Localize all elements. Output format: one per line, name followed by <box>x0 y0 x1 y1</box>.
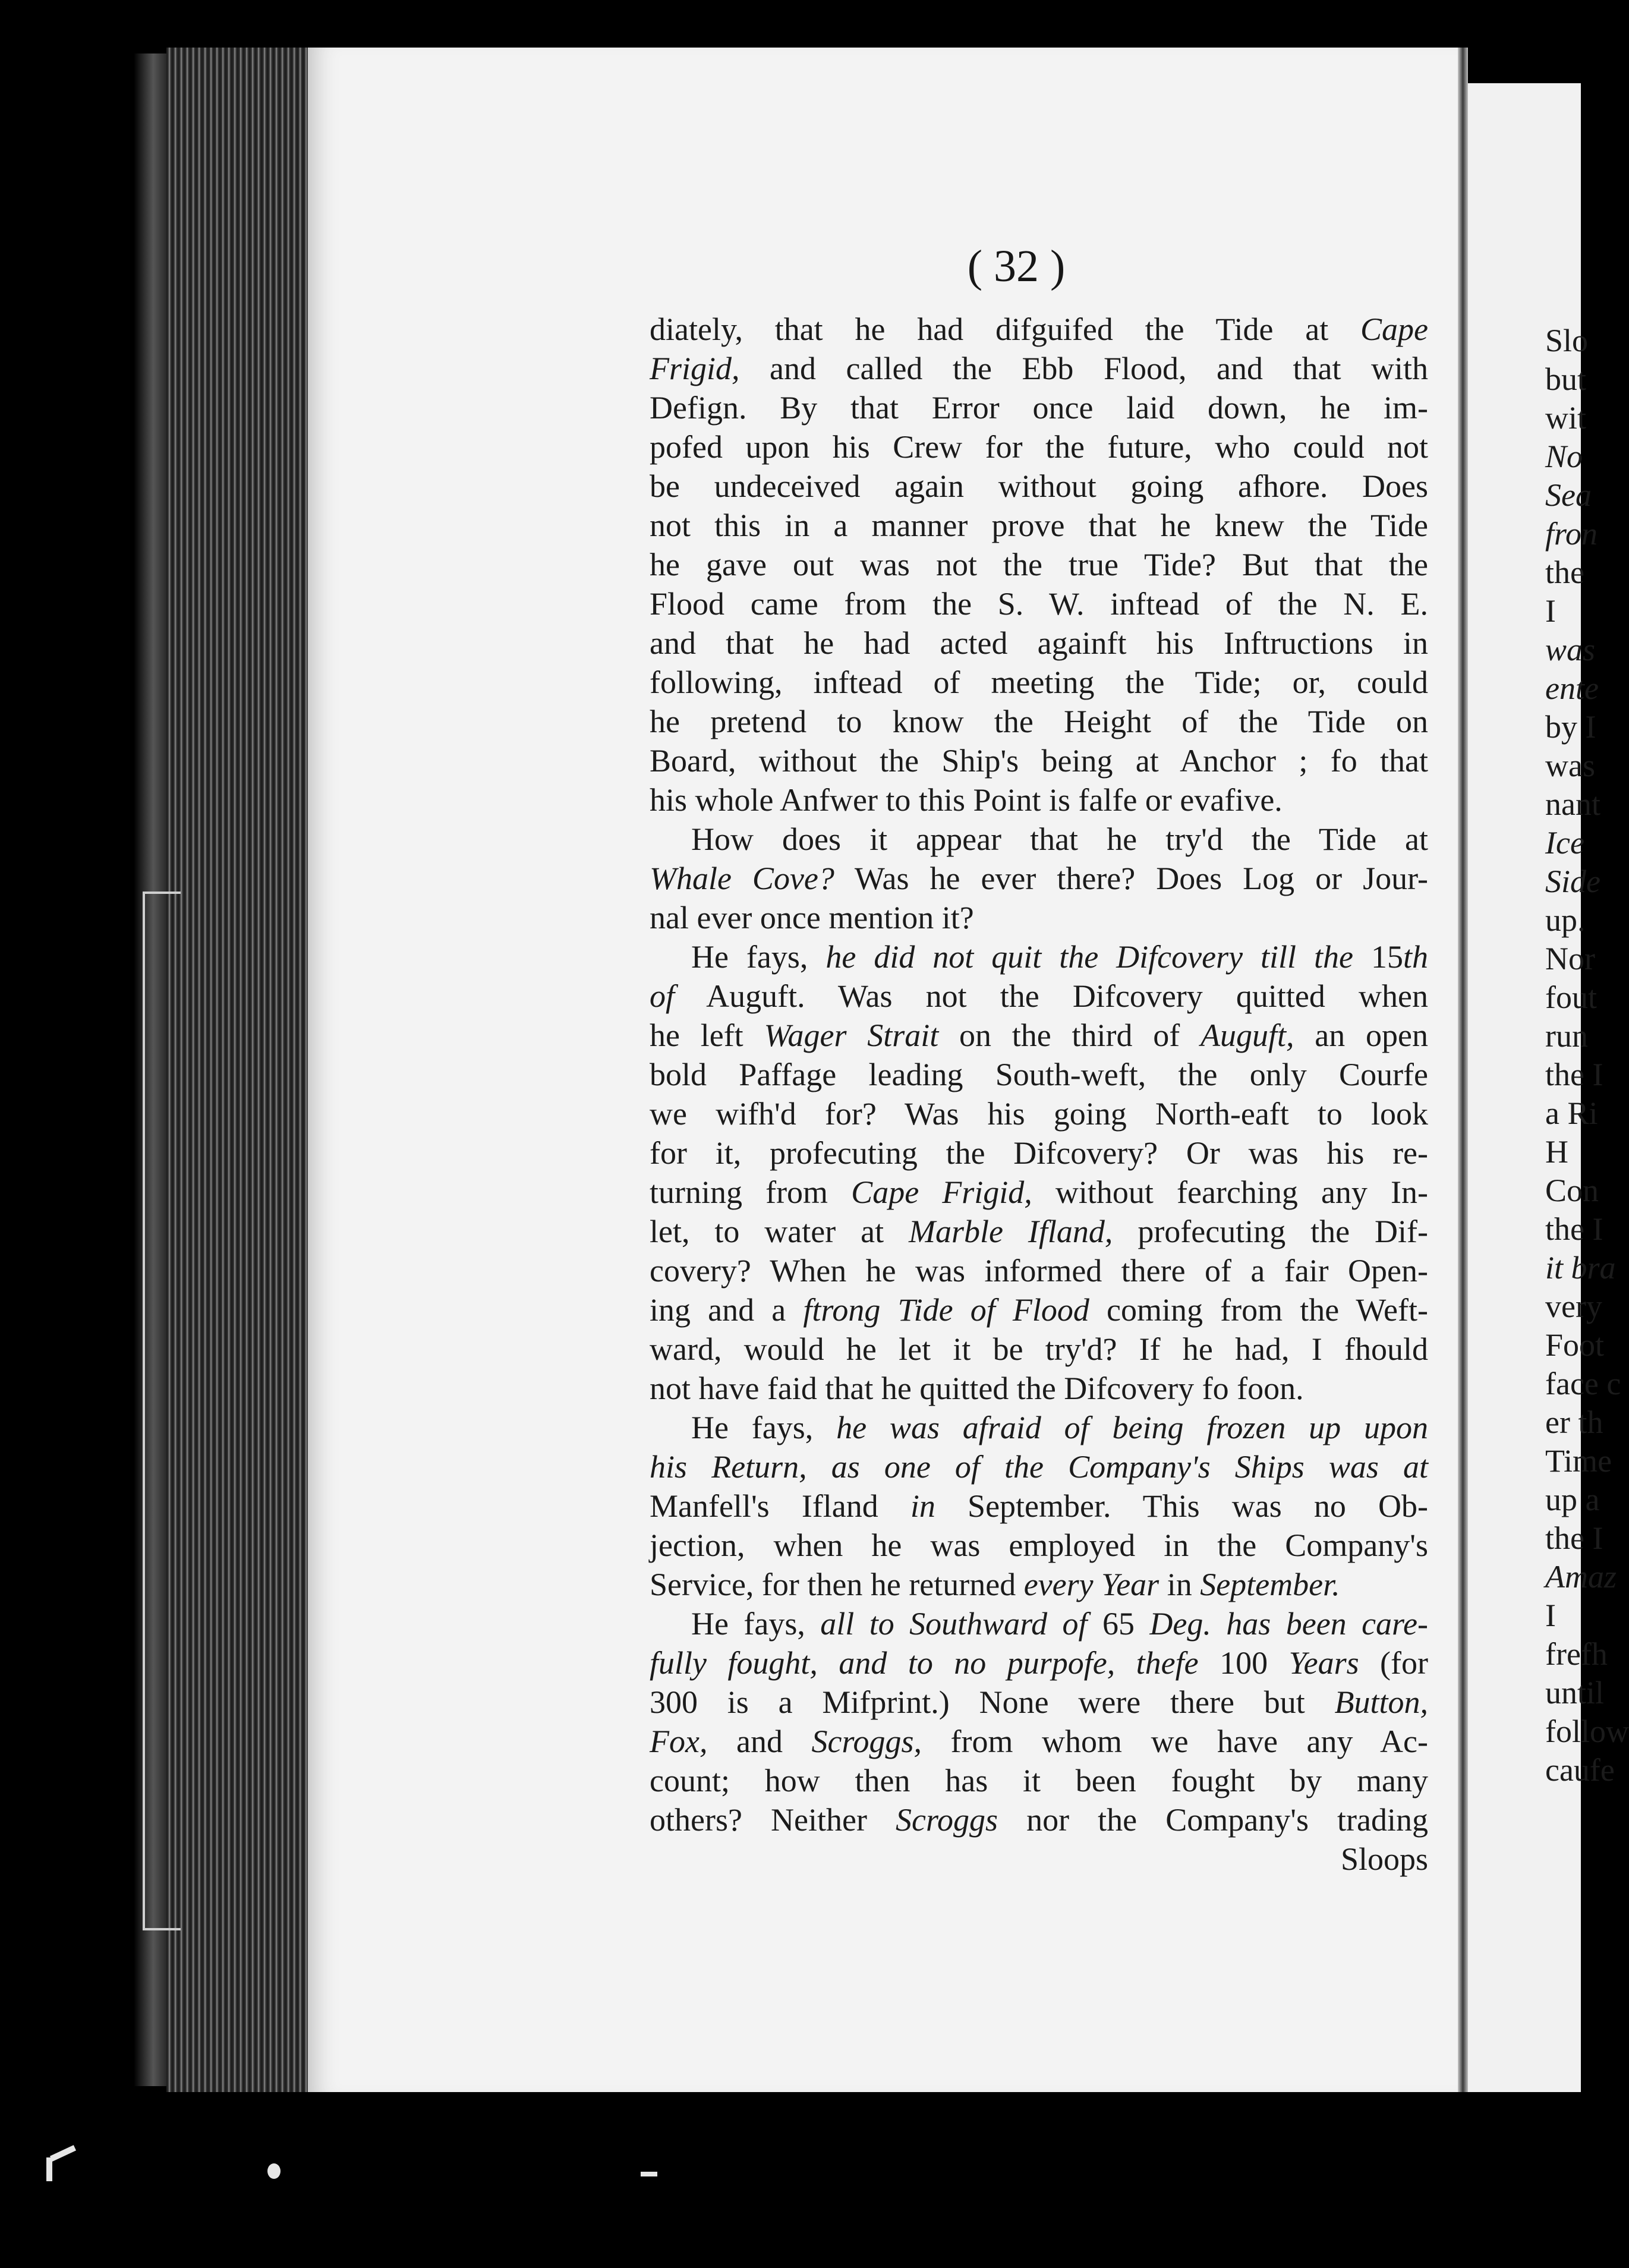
text-line <box>650 898 1428 937</box>
facing-text-line <box>1545 1750 1615 1790</box>
text-line <box>650 506 1428 545</box>
text-span: Was he ever there? Does Log or Jour- <box>834 861 1428 896</box>
text-line <box>650 1761 1428 1800</box>
text-line <box>691 1408 1428 1447</box>
text-span: the <box>1545 555 1584 590</box>
text-span: Whale Cove? <box>650 861 834 896</box>
text-span: until <box>1545 1675 1605 1711</box>
text-line <box>650 1094 1428 1133</box>
facing-text-line <box>1545 1441 1612 1480</box>
text-span: he did not quit the Difcovery till the <box>825 939 1353 975</box>
text-line <box>650 780 1428 820</box>
text-span: his whole Anfwer to this Point is falfe or evafive. <box>650 782 1283 818</box>
text-span: 65 <box>1087 1606 1150 1642</box>
text-line <box>650 1486 1428 1526</box>
text-line <box>650 349 1428 388</box>
text-line <box>650 310 1428 349</box>
text-span: Nor <box>1545 941 1595 976</box>
text-span: ente <box>1545 670 1599 706</box>
text-span: coming from the Weft- <box>1089 1292 1428 1328</box>
text-span: fully fought, and to no purpofe, thefe <box>650 1645 1199 1681</box>
text-span: let, to water at <box>650 1214 909 1249</box>
text-span: Cape Frigid, <box>851 1174 1032 1210</box>
facing-text-line <box>1545 669 1599 708</box>
facing-text-line <box>1545 1287 1602 1326</box>
text-span: and <box>707 1724 812 1759</box>
text-span: the I <box>1545 1057 1603 1092</box>
text-line <box>650 859 1428 898</box>
text-line <box>650 1526 1428 1565</box>
scan-debris-mark <box>46 2157 52 2181</box>
text-line <box>650 1133 1428 1173</box>
text-span: 100 <box>1198 1645 1289 1681</box>
text-span: up a <box>1545 1482 1600 1517</box>
text-span: not have faid that he quitted the Difcovery fo foon. <box>650 1371 1304 1406</box>
text-span: it bra <box>1545 1250 1616 1286</box>
text-line <box>650 1330 1428 1369</box>
text-span: face c <box>1545 1366 1621 1401</box>
text-span: September. <box>1200 1567 1340 1602</box>
text-line <box>650 1212 1428 1251</box>
facing-text-line <box>1545 1016 1588 1056</box>
text-span: Deg. has been care- <box>1149 1606 1429 1642</box>
text-span: he left <box>650 1018 764 1053</box>
facing-text-line <box>1545 1634 1608 1674</box>
text-span: the I <box>1545 1520 1603 1556</box>
text-span: Ice <box>1545 825 1584 861</box>
text-span: from whom we have any Ac- <box>922 1724 1429 1759</box>
text-span: Scroggs <box>896 1802 998 1838</box>
text-line <box>650 1251 1428 1290</box>
page-gutter <box>1458 48 1468 2092</box>
text-line <box>650 976 1428 1016</box>
text-span: caufe <box>1545 1752 1615 1788</box>
text-span: Flood came from the S. W. inftead of the N. E. <box>650 586 1428 622</box>
text-span: Slo <box>1545 323 1589 358</box>
text-span: was <box>1545 748 1595 783</box>
text-span: not this in a manner prove that he knew the Tide <box>650 508 1428 543</box>
text-line <box>650 1447 1428 1486</box>
text-span: bold Paffage leading South-weft, the only Courfe <box>650 1057 1428 1092</box>
facing-text-line <box>1545 1557 1617 1596</box>
text-line <box>650 663 1428 702</box>
text-span: others? Neither <box>650 1802 896 1838</box>
text-span: 300 is a Mifprint.) None were there but <box>650 1684 1335 1720</box>
text-line <box>650 1369 1428 1408</box>
facing-text-line <box>1545 1364 1621 1403</box>
text-span: and that he had acted againft his Inftructions in <box>650 625 1428 661</box>
text-line <box>691 820 1428 859</box>
facing-text-line <box>1545 1055 1603 1094</box>
text-line <box>650 545 1428 584</box>
text-line <box>650 1722 1428 1761</box>
scan-debris-mark <box>267 2163 281 2179</box>
text-span: Amaz <box>1545 1559 1617 1595</box>
scan-debris-mark <box>641 2172 657 2176</box>
text-span: Button, <box>1334 1684 1428 1720</box>
text-span: following, inftead of meeting the Tide; or, could <box>650 664 1428 700</box>
text-line <box>650 427 1428 467</box>
text-span: Marble Ifland, <box>909 1214 1113 1249</box>
text-span: Years <box>1288 1645 1359 1681</box>
text-span: nant <box>1545 786 1600 822</box>
facing-text-line <box>1545 900 1586 940</box>
text-line <box>691 1604 1428 1643</box>
text-line <box>650 388 1428 427</box>
text-span: Scroggs, <box>811 1724 922 1759</box>
facing-text-line <box>1545 785 1600 824</box>
text-span: Auguft, <box>1201 1018 1294 1053</box>
text-span: ing and a <box>650 1292 804 1328</box>
scan-debris-mark <box>50 2145 76 2162</box>
text-line <box>691 937 1428 976</box>
text-span: Fox, <box>650 1724 708 1759</box>
text-line <box>650 1683 1428 1722</box>
text-span: September. This was no Ob- <box>935 1488 1428 1524</box>
text-span: I <box>1545 593 1556 629</box>
facing-text-line <box>1545 1094 1598 1133</box>
text-span: jection, when he was employed in the Company's <box>650 1527 1428 1563</box>
facing-text-line <box>1545 475 1592 515</box>
text-span: his Return, as one of the Company's Ships was at <box>650 1449 1428 1485</box>
facing-text-line <box>1545 707 1596 746</box>
text-span: Service, for then he returned <box>650 1567 1024 1602</box>
text-span: 15 <box>1353 939 1403 975</box>
text-span: fron <box>1545 516 1598 552</box>
text-span: nor the Company's trading <box>998 1802 1428 1838</box>
text-span: was <box>1545 632 1596 667</box>
facing-text-line <box>1545 746 1595 785</box>
text-span: an open <box>1294 1018 1428 1053</box>
text-span: he gave out was not the true Tide? But that the <box>650 547 1428 582</box>
text-line <box>650 1173 1428 1212</box>
text-span: he pretend to know the Height of the Tide on <box>650 704 1428 739</box>
text-line <box>650 584 1428 623</box>
page-number: ( 32 ) <box>967 241 1066 291</box>
text-span: No <box>1545 439 1583 474</box>
text-span: (for <box>1359 1645 1429 1681</box>
text-span: er th <box>1545 1404 1603 1440</box>
page-stack-band <box>143 892 181 1930</box>
text-span: the I <box>1545 1211 1603 1247</box>
text-line <box>650 1290 1428 1330</box>
text-span: Auguft. Was not the Difcovery quitted when <box>675 978 1428 1014</box>
text-span: follow <box>1545 1713 1629 1749</box>
text-span: Cape <box>1360 311 1428 347</box>
text-span: Frigid, <box>650 351 740 386</box>
facing-text-line <box>1545 360 1586 399</box>
text-span: very <box>1545 1289 1602 1324</box>
facing-text-line <box>1545 437 1583 476</box>
facing-text-line <box>1545 553 1584 592</box>
text-span: but <box>1545 361 1587 397</box>
text-span: ftrong Tide of Flood <box>803 1292 1089 1328</box>
facing-text-line <box>1545 1171 1599 1210</box>
text-span: be undeceived again without going afhore. Does <box>650 468 1428 504</box>
facing-text-line <box>1545 398 1586 437</box>
text-span: on the third of <box>938 1018 1201 1053</box>
text-span: profecuting the Dif- <box>1113 1214 1428 1249</box>
text-line <box>650 1800 1428 1839</box>
text-span: He fays, <box>691 1606 821 1642</box>
text-line <box>650 1565 1428 1604</box>
text-span: turning from <box>650 1174 852 1210</box>
facing-text-line <box>1545 1248 1616 1287</box>
facing-text-line <box>1545 1480 1599 1519</box>
facing-text-line <box>1545 1712 1629 1751</box>
text-span: Board, without the Ship's being at Anchor ; fo that <box>650 743 1428 779</box>
facing-text-line <box>1545 1325 1604 1365</box>
facing-text-line <box>1545 321 1588 360</box>
text-span: a Ri <box>1545 1095 1598 1131</box>
text-span: without fearching any In- <box>1032 1174 1429 1210</box>
text-span: of <box>650 978 675 1014</box>
facing-text-line <box>1545 823 1584 862</box>
text-line <box>650 1839 1428 1879</box>
text-span: diately, that he had difguifed the Tide at <box>650 311 1360 347</box>
text-span: count; how then has it been fought by many <box>650 1763 1428 1798</box>
text-span: How does it appear that he try'd the Tide at <box>691 821 1428 857</box>
page-stack-edge <box>166 48 312 2092</box>
text-line <box>650 741 1428 780</box>
facing-text-line <box>1545 1132 1568 1171</box>
facing-text-line <box>1545 630 1595 669</box>
facing-text-line <box>1545 591 1556 631</box>
facing-text-line <box>1545 1209 1603 1249</box>
text-line <box>650 1643 1428 1683</box>
text-span: Sea <box>1545 477 1592 513</box>
text-span: Manfell's Ifland <box>650 1488 910 1524</box>
text-span: nal ever once mention it? <box>650 900 974 935</box>
text-span: he was afraid of being frozen up upon <box>836 1410 1428 1445</box>
text-span: for it, profecuting the Difcovery? Or was his re- <box>650 1135 1428 1171</box>
text-span: in <box>910 1488 935 1524</box>
text-line <box>650 623 1428 663</box>
text-line <box>650 1055 1428 1094</box>
text-span: frefh <box>1545 1636 1608 1672</box>
text-span: by I <box>1545 709 1596 745</box>
text-span: fout <box>1545 979 1597 1015</box>
text-span: we wifh'd for? Was his going North-eaft to look <box>650 1096 1428 1132</box>
text-line <box>650 467 1428 506</box>
text-span: up. <box>1545 902 1586 938</box>
text-span: covery? When he was informed there of a fair Open- <box>650 1253 1428 1289</box>
facing-text-line <box>1545 862 1600 901</box>
facing-text-line <box>1545 939 1595 978</box>
text-span: Foot <box>1545 1327 1605 1363</box>
text-span: Con <box>1545 1173 1599 1208</box>
text-span: Sloops <box>1340 1841 1428 1877</box>
text-span: every Year <box>1023 1567 1159 1602</box>
facing-text-line <box>1545 1403 1603 1442</box>
text-span: th <box>1403 939 1428 975</box>
text-span: pofed upon his Crew for the future, who could not <box>650 429 1428 465</box>
text-span: H <box>1545 1134 1568 1170</box>
text-span: in <box>1159 1567 1201 1602</box>
facing-text-line <box>1545 514 1598 553</box>
facing-text-line <box>1545 1673 1604 1712</box>
text-line <box>650 1016 1428 1055</box>
facing-text-line <box>1545 1519 1603 1558</box>
text-span: He fays, <box>691 1410 837 1445</box>
text-span: ward, would he let it be try'd? If he had, I fhould <box>650 1331 1428 1367</box>
text-span: all to Southward of <box>820 1606 1088 1642</box>
facing-text-line <box>1545 1596 1556 1635</box>
text-span: He fays, <box>691 939 826 975</box>
text-span: Time <box>1545 1443 1612 1479</box>
facing-text-line <box>1545 978 1597 1017</box>
text-span: Side <box>1545 864 1600 899</box>
text-line <box>650 702 1428 741</box>
text-span: and called the Ebb Flood, and that with <box>739 351 1428 386</box>
text-span: wit <box>1545 400 1587 436</box>
text-span: run <box>1545 1018 1588 1054</box>
text-span: I <box>1545 1598 1556 1633</box>
text-span: Defign. By that Error once laid down, he im- <box>650 390 1428 426</box>
text-span: Wager Strait <box>764 1018 939 1053</box>
